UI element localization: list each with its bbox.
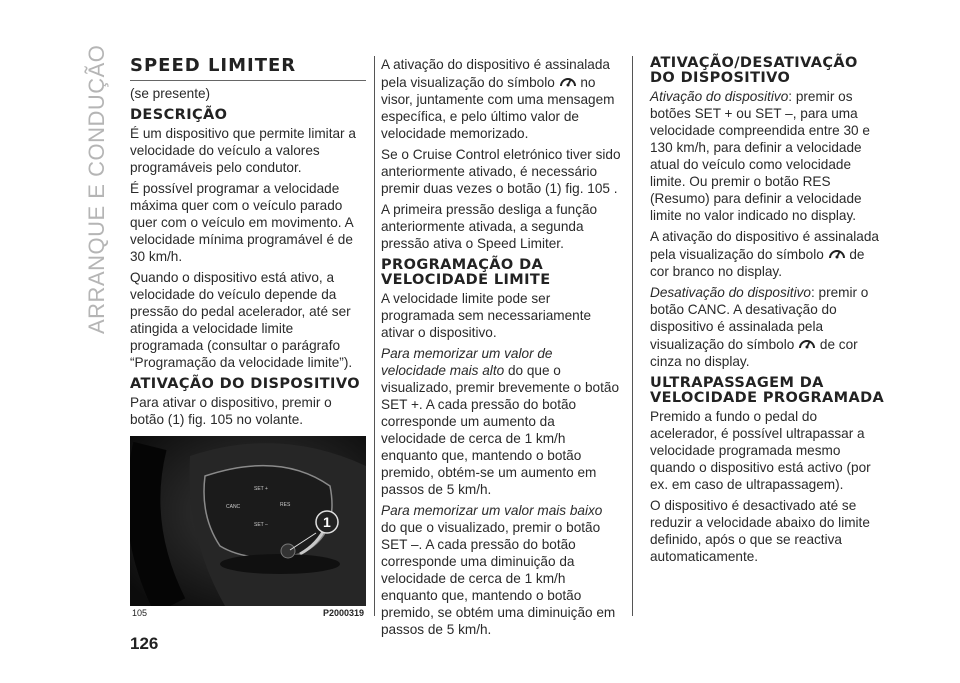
paragraph: É possível programar a velocidade máxima quer com o veículo parado quer com o veículo em movimento. A velocidade mínima programável é de 30 km/h. [130,181,353,264]
column-divider [374,56,375,616]
heading-activation: ATIVAÇÃO DO DISPOSITIVO [130,376,360,392]
paragraph: É um dispositivo que permite limitar a velocidade do veículo a valores programáveis pelo condutor. [130,126,356,175]
figure-code: P2000319 [322,608,364,618]
steering-wheel-illustration [130,436,366,606]
section-title: SPEED LIMITER [130,56,366,81]
paragraph: Se o Cruise Control eletrónico tiver sido anteriormente ativado, é necessário premir duas vezes o botão (1) fig. 105 . [381,147,621,196]
column-2 [381,56,621,642]
paragraph: A ativação do dispositivo é assinalada pela visualização do símbolo no visor, juntamente com uma mensagem específica, e pelo último valor de velocidade memorizado. [381,57,615,141]
figure-number: 105 [132,608,148,618]
paragraph: Desativação do dispositivo: premir o botão CANC. A desativação do dispositivo é assinalada pela visualização do símbolo de cor cinza no display. [650,285,869,369]
speed-limiter-icon [559,73,577,91]
paragraph: Para memorizar um valor de velocidade mais alto do que o visualizado, premir brevemente o botão SET +. A cada pressão do botão corresponde um aumento da velocidade de cerca de 1 km/h enquanto que, mantendo o botão premido, obtém-se um aumento em passos de 5 km/h. [381,346,620,497]
heading-overtaking: ULTRAPASSAGEM DA VELOCIDADE PROGRAMADA [650,375,885,406]
paragraph: Para memorizar um valor mais baixo do que o visualizado, premir o botão SET –. A cada pressão do botão corresponde uma diminuição da velocidade de cerca de 1 km/h enquanto que, mantendo o botão premido, se obtém uma diminuição em passos de 5 km/h. [381,503,616,637]
heading-activation-deactivation: ATIVAÇÃO/DESATIVAÇÃO DO DISPOSITIVO [650,55,858,86]
column-divider [632,56,633,616]
paragraph: Ativação do dispositivo: premir os botões SET + ou SET –, para uma velocidade compreendida entre 30 e 130 km/h, para definir a velocidade atual do veículo como velocidade limite. Ou premir o botão RES (Resumo) para definir a velocidade limite no valor indicado no display. [650,89,870,223]
section-side-title: ARRANQUE E CONDUÇÃO [84,44,109,334]
paragraph: O dispositivo é desactivado até se reduzir a velocidade abaixo do limite definido, após o que se reactiva automaticamente. [650,498,870,564]
heading-description: DESCRIÇÃO [130,107,228,123]
button-canc: CANC [226,504,241,510]
heading-programming: PROGRAMAÇÃO DA VELOCIDADE LIMITE [381,257,551,288]
paragraph: A ativação do dispositivo é assinalada pela visualização do símbolo de cor branco no display. [650,229,879,279]
column-1 [130,56,366,620]
paragraph: A primeira pressão desliga a função anteriormente ativada, a segunda pressão ativa o Speed Limiter. [381,202,598,251]
steering-wheel-figure [130,436,366,606]
page-number: 126 [130,634,159,653]
figure-caption [130,606,366,620]
paragraph: Para ativar o dispositivo, premir o botão (1) fig. 105 no volante. [130,395,332,427]
speed-limiter-icon [798,335,816,353]
button-res: RES [280,502,291,508]
column-3 [650,56,886,569]
button-set-minus: SET – [254,522,268,528]
subtitle: (se presente) [130,86,211,101]
speed-limiter-icon [828,245,846,263]
callout-number: 1 [323,514,331,530]
button-set-plus: SET + [254,486,268,492]
paragraph: A velocidade limite pode ser programada sem necessariamente ativar o dispositivo. [381,291,592,340]
paragraph: Premido a fundo o pedal do acelerador, é possível ultrapassar a velocidade programada mesmo quando o dispositivo está activo (por ex. em caso de ultrapassagem). [650,409,871,492]
paragraph: Quando o dispositivo está ativo, a velocidade do veículo depende da pressão do pedal acelerador, até ser atingida a velocidade limite programada (consultar o parágrafo “Programação da velocidade limite”). [130,270,353,370]
